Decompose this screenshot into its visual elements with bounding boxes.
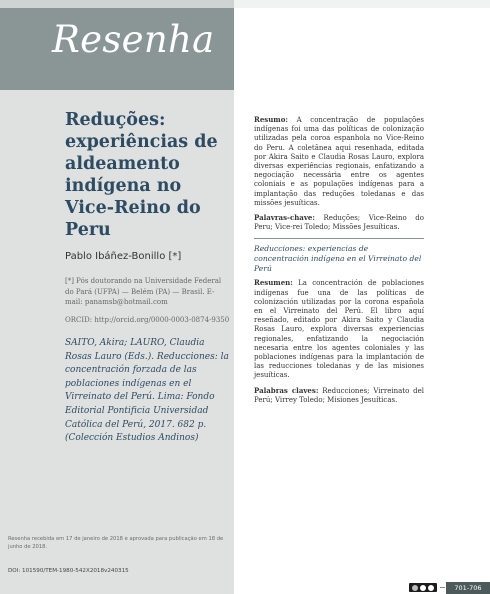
- abstract-es-label: Resumen:: [254, 278, 293, 288]
- keywords-es-label: Palabras claves:: [254, 385, 319, 395]
- abstract-es: [254, 278, 424, 380]
- top-strip: [0, 0, 234, 8]
- top-strip-right: [234, 0, 490, 8]
- page-range: 701-706: [446, 582, 490, 594]
- keywords-pt: [254, 213, 424, 232]
- section-title: Resenha: [52, 18, 215, 61]
- author-affiliation: [*] Pós doutorando na Universidade Federal do Pará (UFPA) — Belém (PA) — Brasil. E-mail: panamsb@hotmail.com: [65, 277, 222, 306]
- abstract-es-text: La concentración de poblaciones indígenas fue una de las políticas de colonización utilizadas por la corona española en el Virreinato del Perú. El libro aquí reseñado, editado por Akira Saito y Claudia Rosas Lauro, explora diversas experiencias regionales, enfatizando la negociación necesaria entre los agentes coloniales y las poblaciones indígenas para la implantación de las reducciones toledanas y de las misiones jesuíticas.: [254, 279, 424, 380]
- creative-commons-icon[interactable]: [409, 583, 437, 592]
- author-orcid[interactable]: ORCID: http://orcid.org/0000-0003-0874-9350: [65, 316, 230, 324]
- abstract-pt-text: A concentração de populações indígenas foi uma das políticas de colonização utilizadas pela coroa espanhola no Vice-Reino do Peru. A coletânea aqui resenhada, editada por Akira Saito e Claudia Rosas Lauro, explora diversas experiências regionais, enfatizando a negociação necessária entre os agentes coloniais e as populações indígenas para a implantação das reduções toledanas e das missões jesuíticas.: [254, 116, 424, 207]
- keywords-pt-text: Reduções; Vice-Reino do Peru; Vice-rei Toledo; Missões Jesuíticas.: [254, 214, 424, 232]
- keywords-pt-label: Palavras-chave:: [254, 213, 315, 223]
- book-reference: SAITO, Akira; LAURO, Claudia Rosas Lauro (Eds.). Reducciones: la concentración forzada de las poblaciones indígenas en el Virreinato del Perú. Lima: Fondo Editorial Pontificia Universidad Católica del Perú, 2017. 682 p. (Colección Estudios Andinos): [65, 338, 229, 444]
- abstract-divider: [254, 238, 424, 239]
- keywords-es: [254, 386, 424, 405]
- abstract-es-title: Reducciones: experiencias de concentración indígena en el Virreinato del Perú: [254, 244, 422, 274]
- abstract-pt: [254, 115, 424, 208]
- abstracts-column: [254, 115, 424, 405]
- received-date-note: Resenha recebida em 17 de janeiro de 2018 e aprovada para publicação em 18 de junho de 2018.: [8, 536, 224, 550]
- doi-link[interactable]: DOI: 101590/TEM-1980-542X2018v240315: [8, 568, 129, 574]
- abstract-pt-label: Resumo:: [254, 115, 288, 124]
- article-author: Pablo Ibáñez-Bonillo [*]: [65, 251, 182, 262]
- keywords-es-text: Reducciones; Virreinato del Perú; Virrey Toledo; Misiones Jesuíticas.: [254, 386, 424, 404]
- footer-divider: [440, 587, 445, 588]
- article-title: Reduções: experiências de aldeamento indígena no Vice-Reino do Peru: [65, 110, 218, 240]
